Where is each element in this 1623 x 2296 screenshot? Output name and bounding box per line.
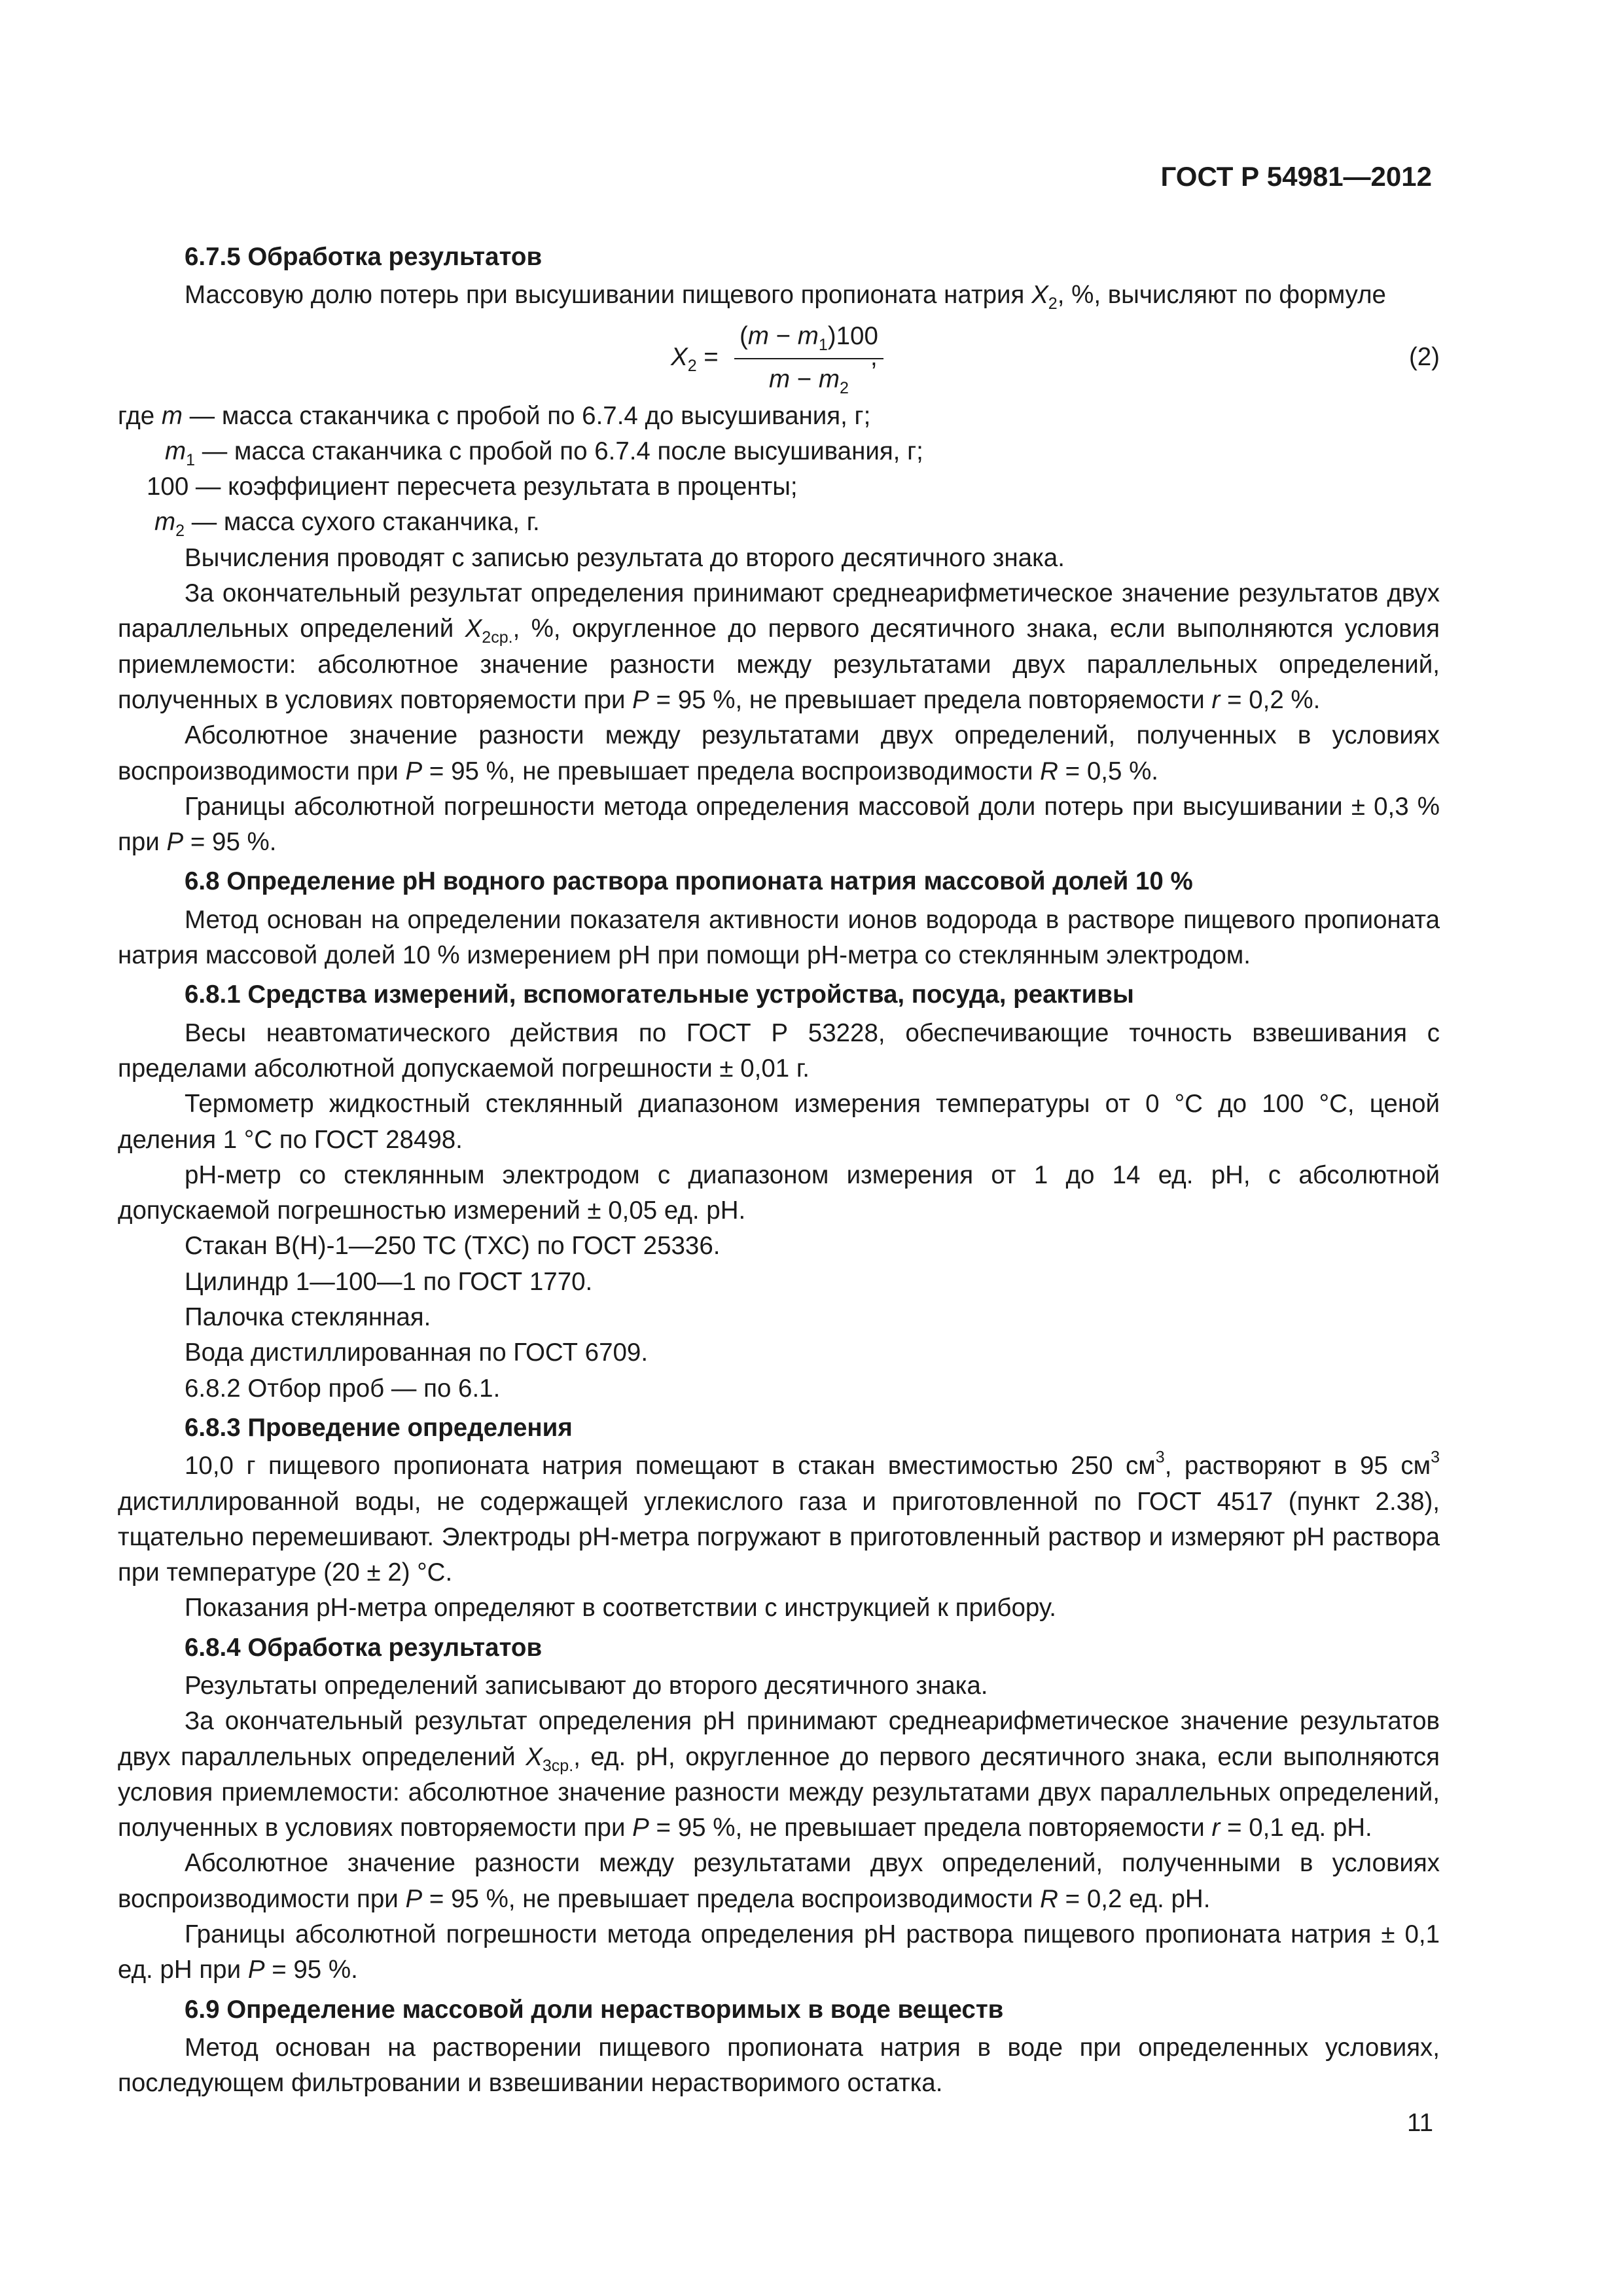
- section-6-8-4-heading: 6.8.4 Обработка результатов: [185, 1633, 543, 1662]
- section-6-8-heading: 6.8 Определение рН водного раствора пропионата натрия массовой долей 10 %: [185, 867, 1193, 896]
- equipment-item: Цилиндр 1—100—1 по ГОСТ 1770.: [185, 1267, 593, 1296]
- document-body: [118, 236, 1440, 2102]
- equipment-item: Вода дистиллированная по ГОСТ 6709.: [185, 1338, 649, 1367]
- formula-2: [118, 314, 1440, 399]
- definition-m1: $m_1$ — масса стаканчика с пробой по 6.7.4 после высушивания, г;: [165, 437, 923, 469]
- formula-comma: ,: [870, 342, 878, 371]
- page-number: 11: [1407, 2109, 1433, 2137]
- equipment-item: Весы неавтоматического действия по ГОСТ Р 53228, обеспечивающие точность взвешивания с пределами абсолютной допускаемой погрешности ± 0,01 г.: [118, 1018, 1440, 1083]
- paragraph: Вычисления проводят с записью результата до второго десятичного знака.: [185, 543, 1065, 572]
- paragraph: Границы абсолютной погрешности метода определения массовой доли потерь при высушивании ± 0,3 % при P = 95 %.: [118, 792, 1440, 857]
- paragraph: Абсолютное значение разности между результатами двух определений, полученных в условиях воспроизводимости при P = 95 %, не превышает предела воспроизводимости R = 0,5 %.: [118, 721, 1440, 785]
- formula-intro: Массовую долю потерь при высушивании пищевого пропионата натрия $X_2$, %, вычисляют по формуле: [185, 281, 1386, 314]
- section-6-7-5-heading: 6.7.5 Обработка результатов: [185, 243, 543, 271]
- equipment-item: Палочка стеклянная.: [185, 1303, 431, 1332]
- paragraph: 10,0 г пищевого пропионата натрия помещают в стакан вместимостью 250 $см^3$, растворяют в 95 $см^3$ дистиллированной воды, не содержащей углекислого газа и приготовленной по ГОСТ 4517 (пункт 2.38), тщательно перемешивают. Электроды рН-метра погружают в приготовленный раствор и измеряют рН раствора при температуре (20 ± 2) °С.: [118, 1448, 1440, 1587]
- formula-fraction: [734, 319, 883, 398]
- paragraph: За окончательный результат определения рН принимают среднеарифметическое значение результатов двух параллельных определений $X_{3ср.}$, ед. рН, округленное до первого десятичного знака, если выполняются условия приемлемости: абсолютное значение разности между результатами двух параллельных определений, полученных в условиях повторяемости при P = 95 %, не превышает предела повторяемости r = 0,1 ед. рН.: [118, 1707, 1440, 1842]
- formula-lhs: $X_2$ =: [671, 342, 719, 375]
- paragraph: Абсолютное значение разности между результатами двух определений, полученными в условиях воспроизводимости при P = 95 %, не превышает предела воспроизводимости R = 0,2 ед. рН.: [118, 1849, 1440, 1913]
- equipment-item: Стакан В(Н)-1—250 ТС (ТХС) по ГОСТ 25336.: [185, 1232, 721, 1261]
- paragraph: Метод основан на определении показателя активности ионов водорода в растворе пищевого пропионата натрия массовой долей 10 % измерением рН при помощи рН-метра со стеклянным электродом.: [118, 905, 1440, 970]
- equipment-item: Термометр жидкостный стеклянный диапазоном измерения температуры от 0 °С до 100 °С, ценой деления 1 °С по ГОСТ 28498.: [118, 1090, 1440, 1154]
- definition-m2: $m_2$ — масса сухого стаканчика, г.: [154, 508, 540, 541]
- equipment-item: рН-метр со стеклянным электродом с диапазоном измерения от 1 до 14 ед. рН, с абсолютной допускаемой погрешностью измерений ± 0,05 ед. рН.: [118, 1160, 1440, 1225]
- section-6-8-3-heading: 6.8.3 Проведение определения: [185, 1413, 573, 1442]
- definition-100: 100 — коэффициент пересчета результата в проценты;: [147, 473, 798, 501]
- formula-numerator: $(m - m_1)100$: [734, 319, 883, 359]
- section-6-8-2: 6.8.2 Отбор проб — по 6.1.: [185, 1374, 501, 1403]
- document-id-header: ГОСТ Р 54981—2012: [1160, 161, 1432, 192]
- paragraph: Границы абсолютной погрешности метода определения рН раствора пищевого пропионата натрия ± 0,1 ед. рН при P = 95 %.: [118, 1920, 1440, 1984]
- formula-number: (2): [1408, 342, 1440, 371]
- paragraph: Метод основан на растворении пищевого пропионата натрия в воде при определенных условиях, последующем фильтровании и взвешивании нерастворимого остатка.: [118, 2033, 1440, 2098]
- paragraph: За окончательный результат определения принимают среднеарифметическое значение результатов двух параллельных определений $X_{2ср.}$, %, округленное до первого десятичного знака, если выполняются условия приемлемости: абсолютное значение разности между результатами двух параллельных определений, полученных в условиях повторяемости при P = 95 %, не превышает предела повторяемости r = 0,2 %.: [118, 579, 1440, 714]
- section-6-8-1-heading: 6.8.1 Средства измерений, вспомогательные устройства, посуда, реактивы: [185, 980, 1134, 1009]
- formula-denominator: $m - m_2$: [768, 365, 849, 397]
- definition-m: где m — масса стаканчика с пробой по 6.7.4 до высушивания, г;: [118, 401, 871, 430]
- paragraph: Показания рН-метра определяют в соответствии с инструкцией к прибору.: [185, 1594, 1056, 1623]
- paragraph: Результаты определений записывают до второго десятичного знака.: [185, 1671, 988, 1700]
- section-6-9-heading: 6.9 Определение массовой доли нерастворимых в воде веществ: [185, 1995, 1004, 2024]
